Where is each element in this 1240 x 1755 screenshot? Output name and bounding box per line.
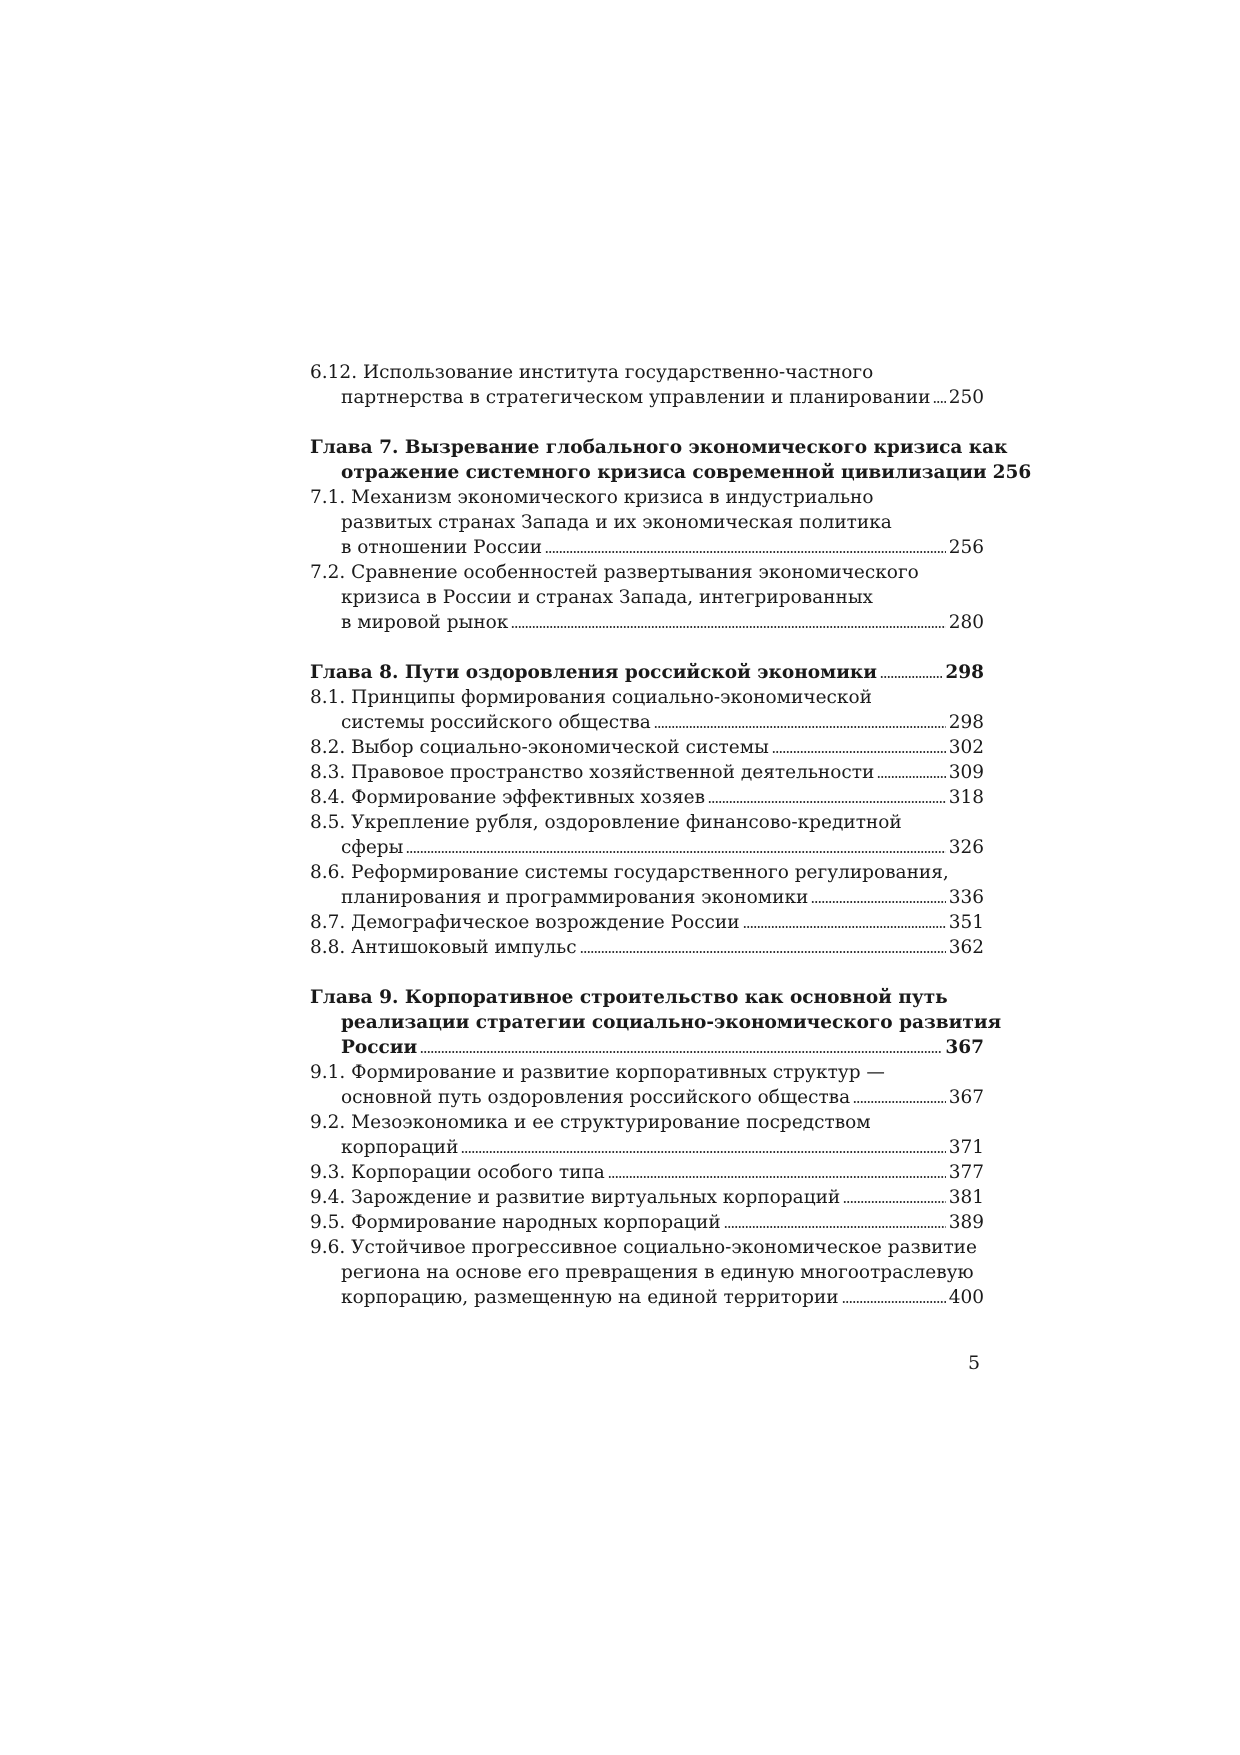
- dot-leader: [545, 550, 946, 554]
- toc-chapter-entry: [310, 435, 1032, 485]
- toc-entry-line: корпораций: [341, 1137, 459, 1158]
- toc-entry-line: Глава 9. Корпоративное строительство как основной путь: [310, 987, 948, 1008]
- toc-entry-line: 7.2. Сравнение особенностей развертывания экономического: [310, 562, 919, 583]
- dot-leader: [461, 1150, 945, 1154]
- dot-leader: [724, 1225, 946, 1229]
- toc-entry-line: 8.4. Формирование эффективных хозяев: [310, 787, 706, 808]
- dot-leader: [654, 725, 946, 729]
- toc-entry-last-line: [310, 460, 1032, 485]
- dot-leader: [811, 900, 945, 904]
- toc-page-ref: 362: [948, 937, 984, 958]
- toc-entry-line: основной путь оздоровления российского общества: [341, 1087, 851, 1108]
- toc-section-entry: [310, 1060, 984, 1110]
- dot-leader: [772, 750, 946, 754]
- dot-leader: [420, 1050, 942, 1054]
- toc-entry-last-line: [310, 385, 984, 410]
- toc-entry-line: 9.1. Формирование и развитие корпоративных структур —: [310, 1062, 885, 1083]
- dot-leader: [406, 850, 945, 854]
- toc-entry-last-line: [310, 1285, 984, 1310]
- toc-page-ref: 318: [948, 787, 984, 808]
- toc-page-ref: 381: [948, 1187, 984, 1208]
- toc-page-ref: 298: [945, 662, 984, 683]
- toc-section-entry: [310, 735, 984, 760]
- toc-entry-line: корпорацию, размещенную на единой территории: [341, 1287, 839, 1308]
- toc-entry-line: системы российского общества: [341, 712, 651, 733]
- dot-leader: [933, 400, 945, 404]
- toc-entry-last-line: [310, 785, 984, 810]
- toc-entry-line: в мировой рынок: [341, 612, 509, 633]
- toc-section-entry: [310, 1210, 984, 1235]
- dot-leader: [608, 1175, 946, 1179]
- toc-page-ref: 280: [948, 612, 984, 633]
- toc-entry-line: 9.6. Устойчивое прогрессивное социально-экономическое развитие: [310, 1237, 977, 1258]
- dot-leader: [877, 775, 945, 779]
- toc-page-ref: 309: [948, 762, 984, 783]
- toc-page-ref: 256: [992, 462, 1032, 483]
- toc-section-entry: [310, 485, 984, 560]
- toc-entry-line: 8.2. Выбор социально-экономической системы: [310, 737, 769, 758]
- toc-page-ref: 256: [948, 537, 984, 558]
- toc-section-entry: [310, 810, 984, 860]
- table-of-contents: [310, 360, 1032, 1310]
- dot-leader: [880, 675, 942, 679]
- toc-entry-line: 8.6. Реформирование системы государственного регулирования,: [310, 862, 949, 883]
- toc-entry-line: сферы: [341, 837, 404, 858]
- toc-page-ref: 326: [948, 837, 984, 858]
- toc-page-ref: 400: [948, 1287, 984, 1308]
- toc-entry-last-line: [310, 1160, 984, 1185]
- toc-entry-line: 8.1. Принципы формирования социально-экономической: [310, 687, 872, 708]
- toc-entry-last-line: [310, 1185, 984, 1210]
- toc-entry-line: 9.4. Зарождение и развитие виртуальных корпораций: [310, 1187, 841, 1208]
- toc-chapter-entry: [310, 985, 1002, 1060]
- toc-section-entry: [310, 1185, 984, 1210]
- toc-section-entry: [310, 560, 984, 635]
- toc-page-ref: 371: [948, 1137, 984, 1158]
- toc-entry-line: 6.12. Использование института государственно-частного: [310, 362, 874, 383]
- toc-section-entry: [310, 935, 984, 960]
- toc-entry-line: отражение системного кризиса современной цивилизации: [341, 462, 987, 483]
- toc-entry-line: в отношении России: [341, 537, 543, 558]
- dot-leader: [842, 1300, 946, 1304]
- toc-section-entry: [310, 860, 984, 910]
- toc-entry-line: планирования и программирования экономики: [341, 887, 809, 908]
- toc-entry-last-line: [310, 1085, 984, 1110]
- toc-entry-line: Глава 8. Пути оздоровления российской экономики: [310, 662, 877, 683]
- toc-entry-line: реализации стратегии социально-экономического развития: [341, 1012, 1002, 1033]
- toc-entry-last-line: [310, 660, 984, 685]
- dot-leader: [743, 925, 946, 929]
- toc-section-entry: [310, 685, 984, 735]
- toc-page-ref: 351: [948, 912, 984, 933]
- toc-entry-line: партнерства в стратегическом управлении и планировании: [341, 387, 931, 408]
- toc-entry-line: 9.3. Корпорации особого типа: [310, 1162, 605, 1183]
- toc-entry-last-line: [310, 1035, 984, 1060]
- toc-entry-last-line: [310, 760, 984, 785]
- toc-entry-last-line: [310, 1210, 984, 1235]
- toc-entry-last-line: [310, 610, 984, 635]
- toc-section-entry: [310, 760, 984, 785]
- toc-section-entry: [310, 910, 984, 935]
- toc-page-ref: 298: [948, 712, 984, 733]
- dot-leader: [843, 1200, 945, 1204]
- toc-entry-line: 8.3. Правовое пространство хозяйственной деятельности: [310, 762, 875, 783]
- toc-entry-last-line: [310, 710, 984, 735]
- toc-page-ref: 389: [948, 1212, 984, 1233]
- toc-entry-line: кризиса в России и странах Запада, интегрированных: [341, 587, 873, 608]
- dot-leader: [708, 800, 946, 804]
- page-number: 5: [968, 1352, 981, 1374]
- toc-entry-line: 8.8. Антишоковый импульс: [310, 937, 577, 958]
- toc-section-entry: [310, 360, 984, 410]
- toc-entry-line: развитых странах Запада и их экономическая политика: [341, 512, 892, 533]
- toc-page-ref: 377: [948, 1162, 984, 1183]
- toc-section-entry: [310, 1235, 984, 1310]
- toc-entry-line: 9.2. Мезоэкономика и ее структурирование посредством: [310, 1112, 871, 1133]
- toc-entry-line: 7.1. Механизм экономического кризиса в индустриально: [310, 487, 874, 508]
- toc-section-entry: [310, 785, 984, 810]
- toc-entry-line: Глава 7. Вызревание глобального экономического кризиса как: [310, 437, 1008, 458]
- toc-entry-last-line: [310, 885, 984, 910]
- toc-entry-line: 8.5. Укрепление рубля, оздоровление финансово-кредитной: [310, 812, 902, 833]
- toc-page-ref: 302: [948, 737, 984, 758]
- dot-leader: [853, 1100, 946, 1104]
- toc-entry-line: России: [341, 1037, 418, 1058]
- toc-entry-line: 8.7. Демографическое возрождение России: [310, 912, 740, 933]
- toc-page-ref: 336: [948, 887, 984, 908]
- toc-page-ref: 367: [948, 1087, 984, 1108]
- toc-entry-last-line: [310, 1135, 984, 1160]
- toc-entry-last-line: [310, 535, 984, 560]
- dot-leader: [580, 950, 946, 954]
- toc-entry-last-line: [310, 735, 984, 760]
- toc-section-entry: [310, 1110, 984, 1160]
- dot-leader: [511, 625, 945, 629]
- toc-entry-last-line: [310, 835, 984, 860]
- toc-entry-last-line: [310, 910, 984, 935]
- toc-section-entry: [310, 1160, 984, 1185]
- toc-chapter-entry: [310, 660, 984, 685]
- toc-page-ref: 250: [948, 387, 984, 408]
- toc-entry-line: 9.5. Формирование народных корпораций: [310, 1212, 721, 1233]
- toc-entry-line: региона на основе его превращения в единую многоотраслевую: [341, 1262, 974, 1283]
- toc-page-ref: 367: [945, 1037, 984, 1058]
- toc-entry-last-line: [310, 935, 984, 960]
